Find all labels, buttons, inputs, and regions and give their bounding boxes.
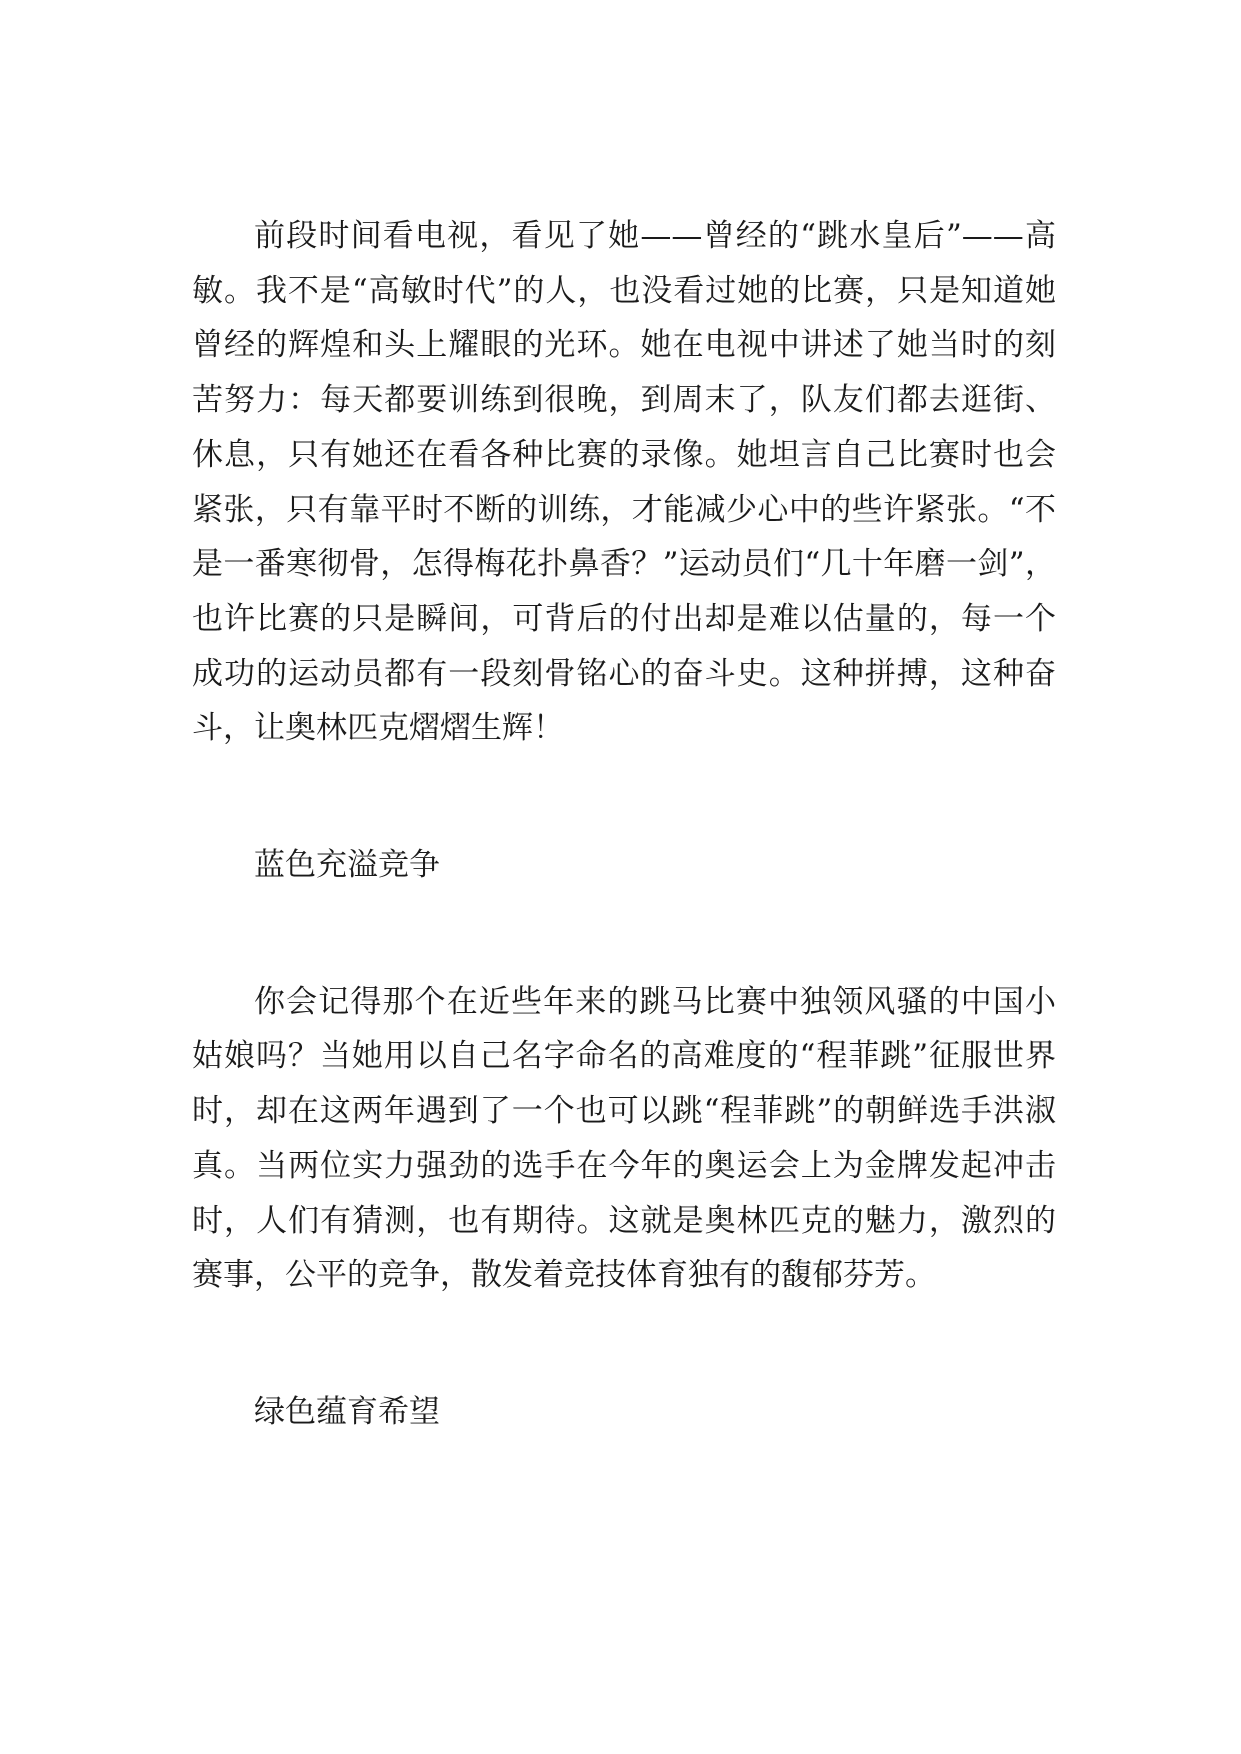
document-body xyxy=(192,209,1056,1440)
heading-blue-competition: 蓝色充溢竞争 xyxy=(254,847,440,884)
heading-green-hope: 绿色蕴育希望 xyxy=(254,1393,440,1430)
paragraph-gao-min: 前段时间看电视，看见了她——曾经的“跳水皇后”——高敏。我不是“高敏时代”的人，也没看过她的比赛，只是知道她曾经的辉煌和头上耀眼的光环。她在电视中讲述了她当时的刻苦努力：每天都要训练到很晚，到周末了，队友们都去逛街、休息，只有她还在看各种比赛的录像。她坦言自己比赛时也会紧张，只有靠平时不断的训练，才能减少心中的些许紧张。“不是一番寒彻骨，怎得梅花扑鼻香？”运动员们“几十年磨一剑”，也许比赛的只是瞬间，可背后的付出却是难以估量的，每一个成功的运动员都有一段刻骨铭心的奋斗史。这种拼搏，这种奋斗，让奥林匹克熠熠生辉！ xyxy=(192,218,1056,747)
paragraph-cheng-fei: 你会记得那个在近些年来的跳马比赛中独领风骚的中国小姑娘吗？当她用以自己名字命名的高难度的“程菲跳”征服世界时，却在这两年遇到了一个也可以跳“程菲跳”的朝鲜选手洪淑真。当两位实力强劲的选手在今年的奥运会上为金牌发起冲击时，人们有猜测，也有期待。这就是奥林匹克的魅力，激烈的赛事，公平的竞争，散发着竞技体育独有的馥郁芬芳。 xyxy=(192,983,1056,1294)
